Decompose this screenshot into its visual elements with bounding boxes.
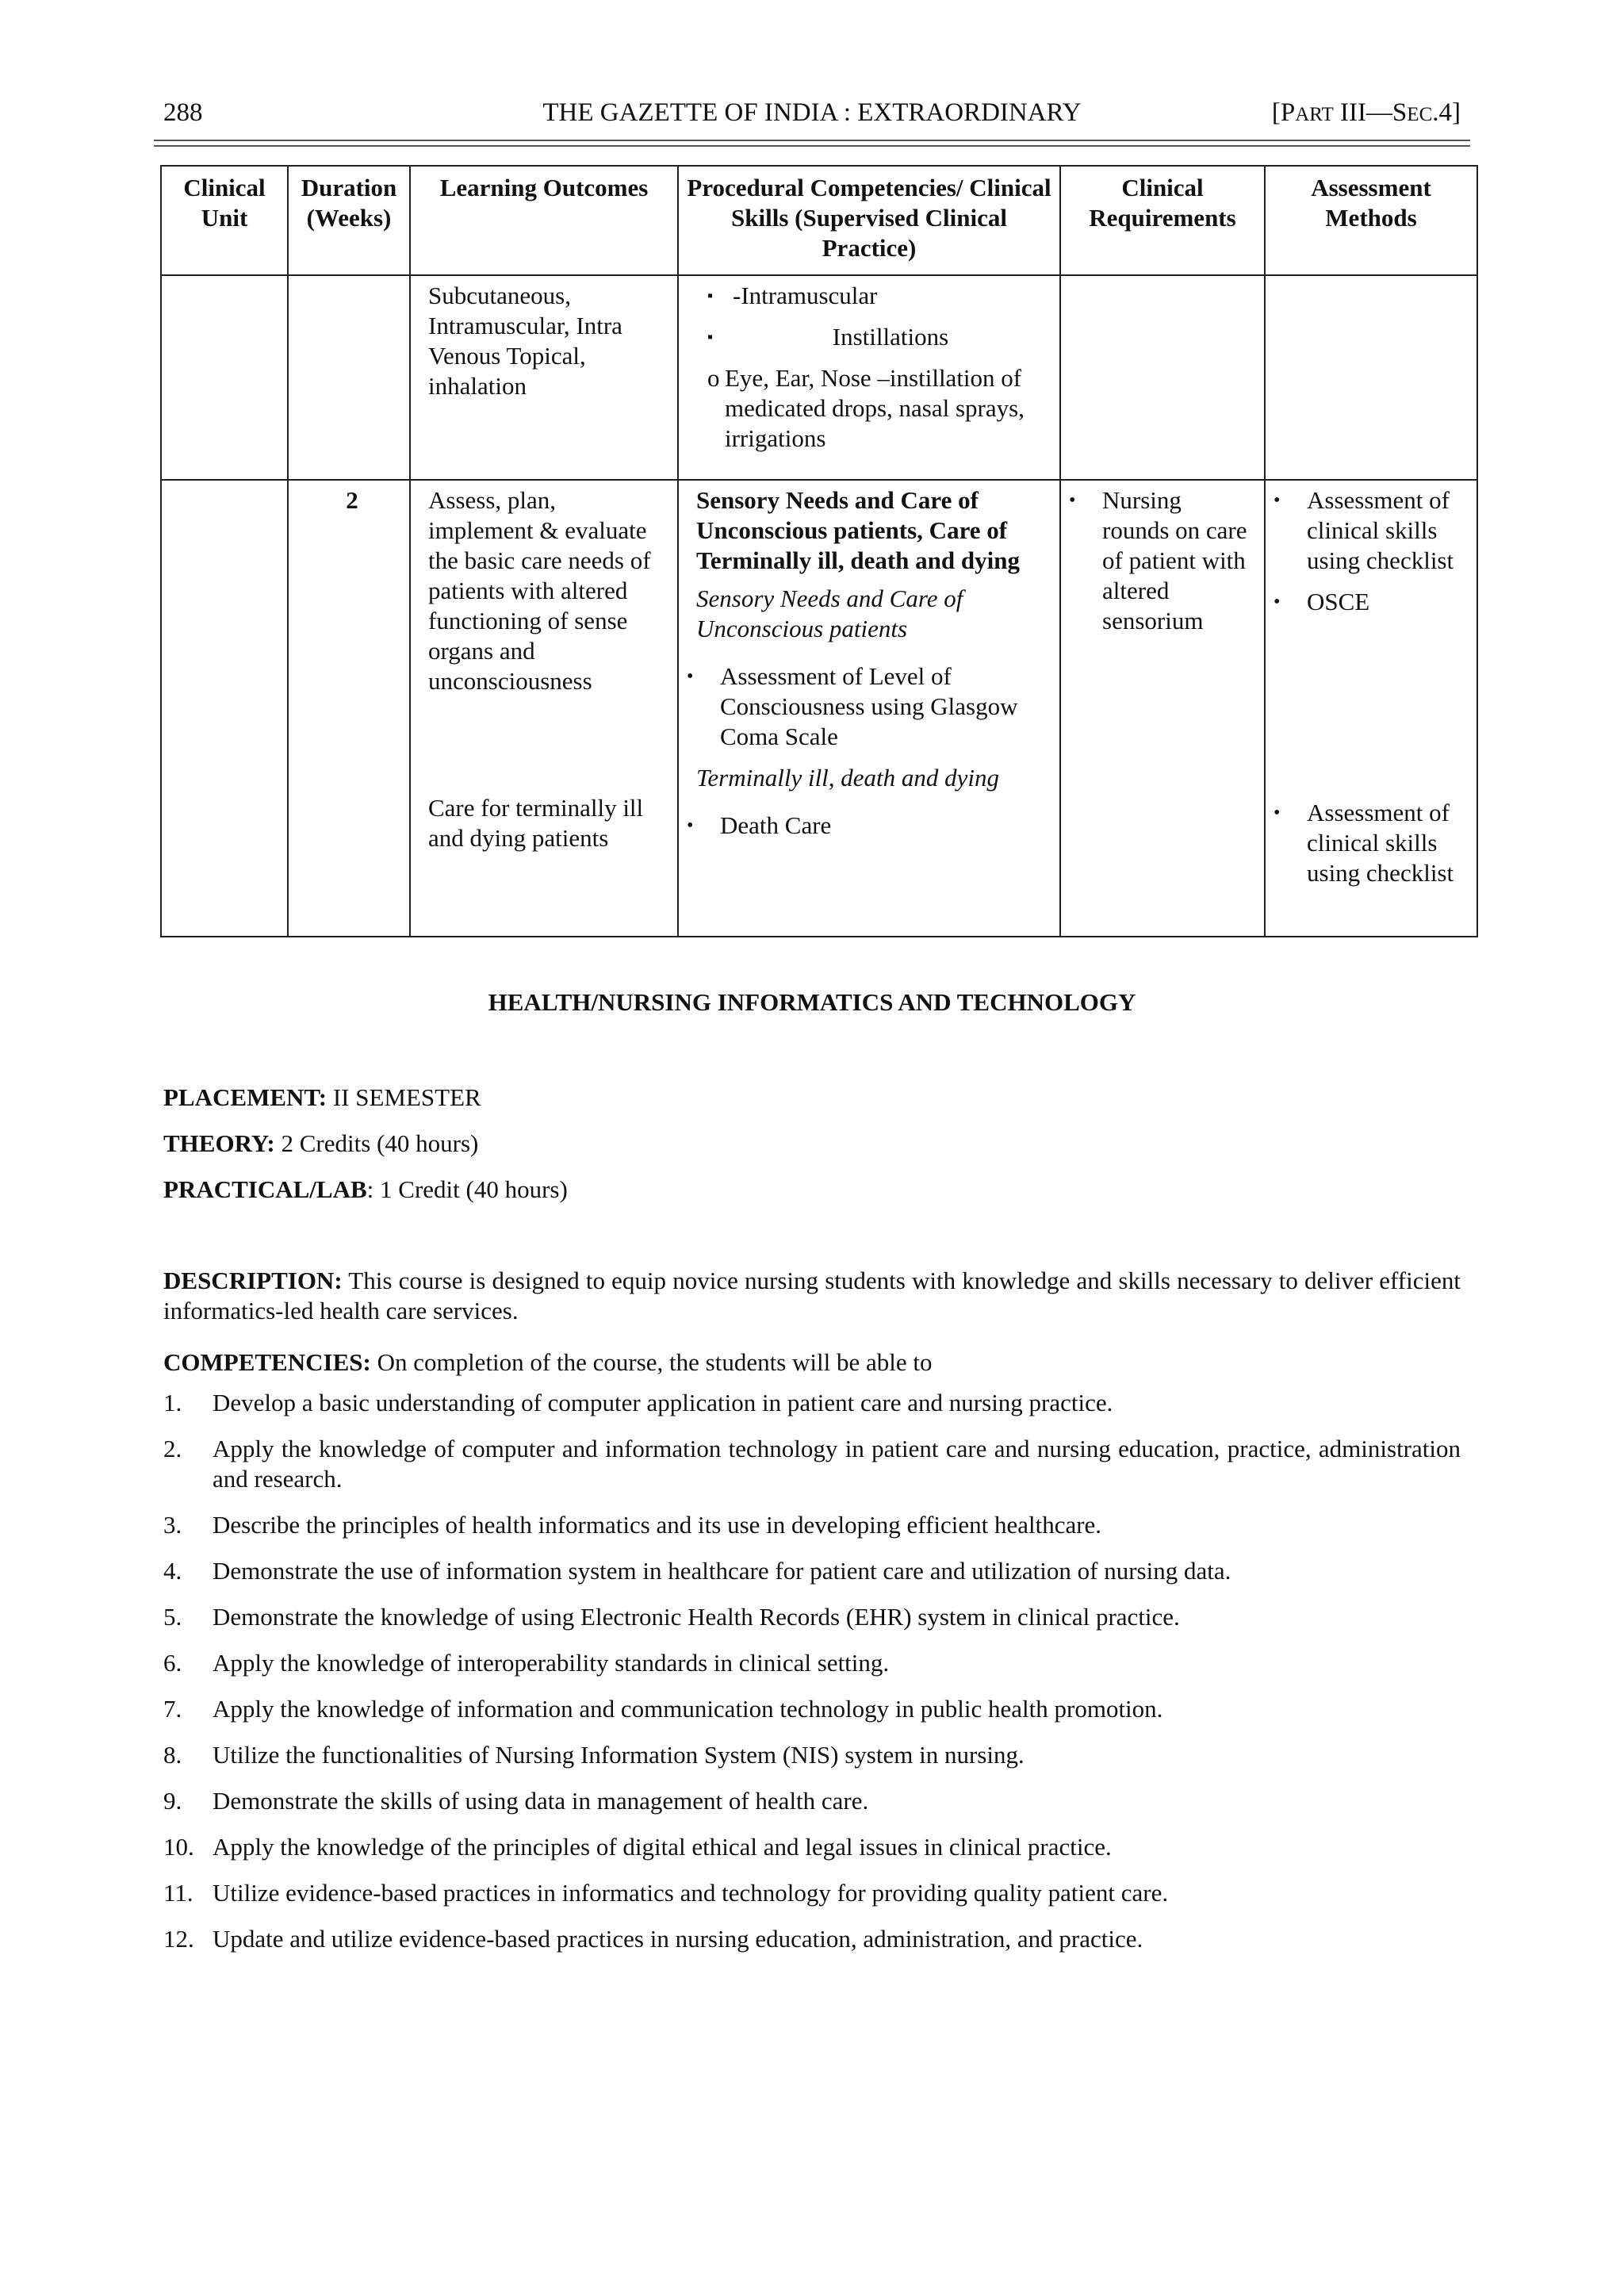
list-item: 6. Apply the knowledge of interoperability standards in clinical setting. [163,1649,890,1677]
list-item: 12. Update and utilize evidence-based practices in nursing education, administration, and practice. [163,1925,1143,1953]
list-item: ▪ Instillations [707,323,949,351]
list-item: o Eye, Ear, Nose –instillation of medicated drops, nasal sprays, irrigations [707,364,1025,452]
bullet-icon: • [687,666,694,687]
list-item: • Assessment of clinical skills using checklist [1274,799,1454,887]
cell-skills [678,275,1060,480]
cell-requirements [1060,275,1265,480]
bullet-icon: • [1274,490,1281,511]
bullet-icon: • [1274,803,1281,823]
competencies-list [163,1388,1461,1970]
course-description: DESCRIPTION: This course is designed to equip novice nursing students with knowledge and skills necessary to deliver efficient informatics-led health care services. [163,1267,1461,1324]
theory-line: THEORY: 2 Credits (40 hours) [163,1129,479,1157]
gazette-title: THE GAZETTE OF INDIA : EXTRAORDINARY [542,98,1082,127]
bullet-icon: • [1274,592,1281,612]
placement-line: PLACEMENT: II SEMESTER [163,1083,481,1111]
cell-assessment [1265,275,1477,480]
table-header-row [161,166,1477,275]
list-item: 4. Demonstrate the use of information system in healthcare for patient care and utilization of nursing data. [163,1557,1231,1585]
list-item: • Assessment of clinical skills using checklist [1274,486,1454,574]
column-header: Duration (Weeks) [288,166,410,275]
clinical-practice-table [160,165,1478,937]
column-header: Procedural Competencies/ Clinical Skills (Supervised Clinical Practice) [678,166,1060,275]
page-header [163,95,1461,140]
column-header: Clinical Requirements [1060,166,1265,275]
cell-clinical-unit [161,275,288,480]
column-header: Learning Outcomes [410,166,678,275]
page-number: 288 [163,98,203,127]
list-item: • OSCE [1274,588,1370,615]
list-item: 9. Demonstrate the skills of using data in management of health care. [163,1787,869,1815]
practical-line: PRACTICAL/LAB: 1 Credit (40 hours) [163,1175,568,1203]
cell-requirements [1060,480,1265,937]
skill-subheading: Terminally ill, death and dying [696,764,1000,792]
square-bullet-icon: ▪ [707,328,714,346]
competencies-intro: COMPETENCIES: On completion of the course, the students will be able to [163,1348,933,1376]
list-item: • Assessment of Level of Consciousness using Glasgow Coma Scale [687,662,1018,750]
list-item: 5. Demonstrate the knowledge of using Electronic Health Records (EHR) system in clinical practice. [163,1603,1180,1631]
part-section: [PART III—SEC.4] [1271,98,1461,127]
list-item: 2. Apply the knowledge of computer and information technology in patient care and nursing education, practice, administration and research. [163,1435,1461,1493]
list-item: 11. Utilize evidence-based practices in informatics and technology for providing quality patient care. [163,1879,1169,1907]
header-rule [154,140,1470,141]
cell-duration: 2 [288,480,410,937]
column-header: Clinical Unit [161,166,288,275]
bullet-icon: • [1069,490,1076,511]
skill-subheading: Sensory Needs and Care of Unconscious patients [696,585,963,642]
list-item: ▪ -Intramuscular [707,282,878,309]
list-item: 10. Apply the knowledge of the principles of digital ethical and legal issues in clinical practice. [163,1833,1112,1861]
header-rule [154,145,1470,147]
cell-duration [288,275,410,480]
cell-skills [678,480,1060,937]
list-item: 7. Apply the knowledge of information and communication technology in public health promotion. [163,1695,1163,1723]
list-item: 8. Utilize the functionalities of Nursing Information System (NIS) system in nursing. [163,1741,1025,1769]
list-item: 1. Develop a basic understanding of computer application in patient care and nursing practice. [163,1389,1113,1416]
course-title: HEALTH/NURSING INFORMATICS AND TECHNOLOGY [488,988,1136,1016]
column-header: Assessment Methods [1265,166,1477,275]
bullet-icon: • [687,815,694,836]
circle-bullet-icon: o [707,364,720,392]
list-item: 3. Describe the principles of health informatics and its use in developing efficient healthcare. [163,1511,1102,1539]
square-bullet-icon: ▪ [707,287,714,305]
table-row [161,480,1477,937]
list-item: • Nursing rounds on care of patient with altered sensorium [1069,486,1247,634]
table-row [161,275,1477,480]
list-item: • Death Care [687,811,832,839]
cell-assessment [1265,480,1477,937]
cell-clinical-unit [161,480,288,937]
skill-heading: Sensory Needs and Care of Unconscious patients, Care of Terminally ill, death and dying [696,486,1020,574]
cell-learning-outcome: Subcutaneous, Intramuscular, Intra Venous Topical, inhalation [410,275,678,480]
cell-learning-outcome: Assess, plan, implement & evaluate the basic care needs of patients with altered functioning of sense organs and unconsciousness Care for terminally ill and dying patients [410,480,678,937]
